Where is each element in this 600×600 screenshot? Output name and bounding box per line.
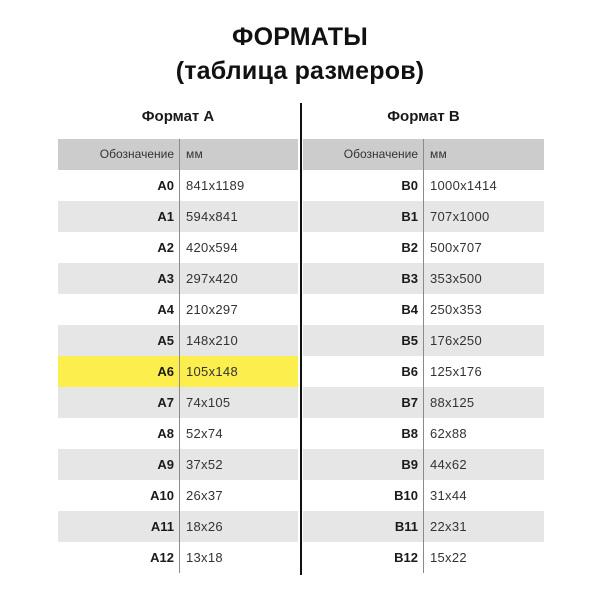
table-row-highlighted [58, 356, 298, 387]
format-size: 353x500 [430, 271, 482, 286]
format-size: 37x52 [186, 457, 223, 472]
format-code: B0 [303, 170, 424, 201]
table-row [303, 542, 544, 573]
format-code: A10 [58, 480, 180, 511]
table-row [58, 449, 298, 480]
format-size: 13x18 [186, 550, 223, 565]
table-header-row [303, 139, 544, 170]
format-b-title: Формат B [387, 108, 460, 125]
format-code: A4 [58, 294, 180, 325]
table-row [303, 232, 544, 263]
page-title: ФОРМАТЫ [232, 23, 368, 51]
table-row [58, 294, 298, 325]
format-size: 88x125 [430, 395, 475, 410]
format-size: 105x148 [186, 364, 238, 379]
format-code: B1 [303, 201, 424, 232]
format-code: B3 [303, 263, 424, 294]
format-size: 31x44 [430, 488, 467, 503]
format-code: A3 [58, 263, 180, 294]
format-size: 62x88 [430, 426, 467, 441]
format-code: A0 [58, 170, 180, 201]
format-code: A5 [58, 325, 180, 356]
format-size: 500x707 [430, 240, 482, 255]
format-size: 52x74 [186, 426, 223, 441]
format-size: 297x420 [186, 271, 238, 286]
table-row [303, 170, 544, 201]
column-header-mm: мм [186, 147, 204, 161]
format-code: A2 [58, 232, 180, 263]
format-size: 74x105 [186, 395, 231, 410]
format-code: B9 [303, 449, 424, 480]
format-size: 22x31 [430, 519, 467, 534]
format-b-table [303, 139, 544, 573]
format-size: 1000x1414 [430, 178, 498, 193]
table-header-row [58, 139, 298, 170]
table-row [58, 325, 298, 356]
table-row [58, 201, 298, 232]
format-code: B7 [303, 387, 424, 418]
format-size: 18x26 [186, 519, 223, 534]
table-row [303, 356, 544, 387]
format-code: B5 [303, 325, 424, 356]
table-row [303, 294, 544, 325]
table-row [303, 449, 544, 480]
table-row [58, 542, 298, 573]
table-row [303, 263, 544, 294]
table-row [303, 201, 544, 232]
format-code: B6 [303, 356, 424, 387]
format-size: 15x22 [430, 550, 467, 565]
format-b-section [303, 103, 544, 573]
format-code: A7 [58, 387, 180, 418]
format-a-table [58, 139, 298, 573]
table-row [303, 480, 544, 511]
table-row [58, 263, 298, 294]
format-code: B4 [303, 294, 424, 325]
table-row [303, 387, 544, 418]
format-code: A12 [58, 542, 180, 573]
format-size: 841x1189 [186, 178, 245, 193]
format-a-section [58, 103, 298, 573]
table-row [303, 325, 544, 356]
table-row [58, 511, 298, 542]
table-row [58, 480, 298, 511]
format-code: B12 [303, 542, 424, 573]
format-code: B8 [303, 418, 424, 449]
column-header-mm: мм [430, 147, 448, 161]
format-code: A9 [58, 449, 180, 480]
format-size: 26x37 [186, 488, 223, 503]
column-header-code: Обозначение [303, 139, 424, 170]
format-code: B10 [303, 480, 424, 511]
table-row [58, 418, 298, 449]
section-divider [300, 103, 302, 575]
table-row [58, 387, 298, 418]
format-code: A8 [58, 418, 180, 449]
page-subtitle: (таблица размеров) [175, 57, 425, 85]
table-row [303, 511, 544, 542]
format-size: 44x62 [430, 457, 467, 472]
format-code: B2 [303, 232, 424, 263]
format-code: B11 [303, 511, 424, 542]
format-size: 148x210 [186, 333, 238, 348]
format-size: 707x1000 [430, 209, 490, 224]
format-size: 420x594 [186, 240, 238, 255]
format-size: 210x297 [186, 302, 238, 317]
table-row [58, 232, 298, 263]
format-code: A1 [58, 201, 180, 232]
format-size: 594x841 [186, 209, 238, 224]
format-code: A11 [58, 511, 180, 542]
format-size: 125x176 [430, 364, 482, 379]
column-header-code: Обозначение [58, 139, 180, 170]
format-a-title: Формат A [141, 108, 215, 125]
format-code: A6 [58, 356, 180, 387]
table-row [58, 170, 298, 201]
format-size: 176x250 [430, 333, 482, 348]
table-row [303, 418, 544, 449]
format-size: 250x353 [430, 302, 482, 317]
